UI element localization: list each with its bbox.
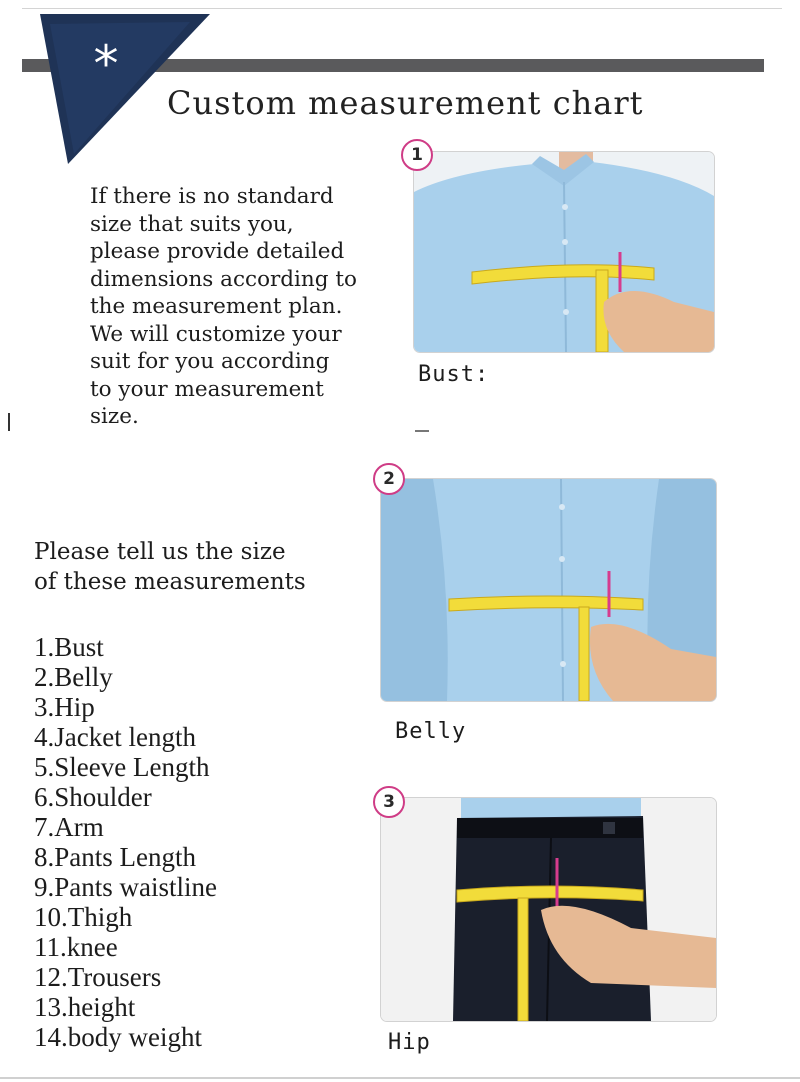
measurement-item: 2.Belly — [34, 662, 113, 692]
measurement-list — [34, 632, 217, 1052]
measurement-request-text: Please tell us the size of these measurements — [34, 539, 306, 595]
measurement-item: 11.knee — [34, 932, 118, 962]
step-number-badge: 2 — [373, 463, 405, 495]
step-number-badge: 1 — [401, 139, 433, 171]
measurement-item: 8.Pants Length — [34, 842, 196, 872]
asterisk-icon: * — [93, 35, 119, 93]
dash-mark — [415, 430, 429, 432]
measurement-item: 1.Bust — [34, 632, 104, 662]
belly-photo-panel — [380, 478, 717, 702]
page-title: Custom measurement chart — [167, 84, 644, 122]
bust-caption: Bust: — [418, 362, 490, 387]
bust-illustration — [414, 152, 714, 352]
measurement-item: 9.Pants waistline — [34, 872, 217, 902]
measurement-item: 12.Trousers — [34, 962, 162, 992]
measurement-item: 4.Jacket length — [34, 722, 196, 752]
top-rule — [22, 8, 782, 9]
margin-mark — [8, 413, 10, 431]
hip-caption: Hip — [388, 1030, 431, 1055]
bust-photo-panel — [413, 151, 715, 353]
step-number-badge: 3 — [373, 786, 405, 818]
measurement-item: 14.body weight — [34, 1022, 202, 1052]
measurement-item: 7.Arm — [34, 812, 104, 842]
measurement-item: 3.Hip — [34, 692, 95, 722]
hip-illustration — [381, 798, 716, 1021]
bottom-rule — [0, 1077, 800, 1079]
belly-caption: Belly — [395, 719, 467, 744]
intro-text: If there is no standard size that suits you, please provide detailed dimensions according to the measurement plan. We will customize your suit for you according to your measurement size. — [90, 184, 357, 429]
measurement-item: 13.height — [34, 992, 136, 1022]
measurement-item: 6.Shoulder — [34, 782, 152, 812]
hip-photo-panel — [380, 797, 717, 1022]
belly-illustration — [381, 479, 716, 701]
measurement-item: 5.Sleeve Length — [34, 752, 210, 782]
measurement-item: 10.Thigh — [34, 902, 133, 932]
